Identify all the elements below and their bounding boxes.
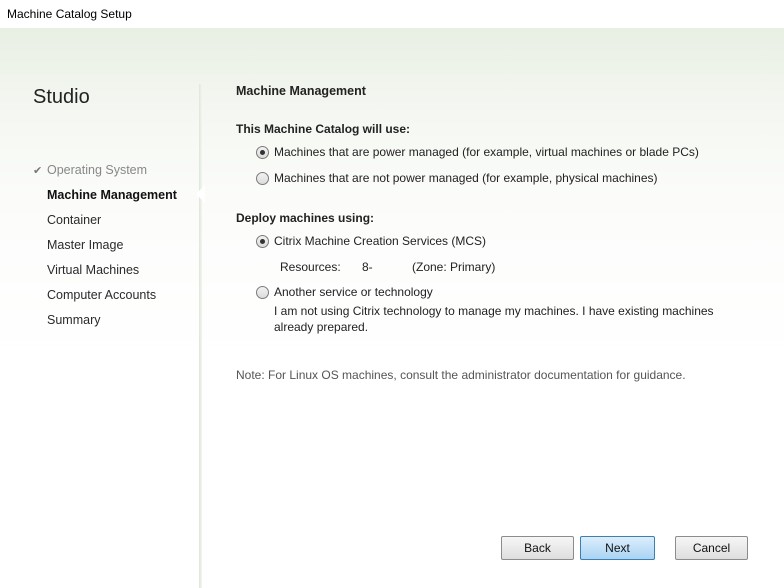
step-master-image[interactable] (33, 237, 177, 262)
step-computer-accounts[interactable] (33, 287, 177, 312)
step-machine-management[interactable] (33, 187, 177, 212)
wizard-content (236, 28, 776, 588)
deploy-label: Deploy machines using: (236, 211, 375, 225)
step-virtual-machines[interactable] (33, 262, 177, 287)
option-label: Citrix Machine Creation Services (MCS) (274, 234, 487, 248)
step-label: Virtual Machines (47, 263, 140, 277)
studio-brand: Studio (33, 86, 90, 108)
step-label: Summary (47, 313, 101, 327)
checkmark-icon: ✔ (33, 165, 43, 177)
resources-row (280, 260, 495, 274)
step-summary[interactable] (33, 312, 177, 337)
step-label: Master Image (47, 238, 124, 252)
step-label: Container (47, 213, 102, 227)
wizard-window (0, 28, 784, 588)
catalog-use-label: This Machine Catalog will use: (236, 122, 411, 136)
radio-selected-icon[interactable] (256, 146, 269, 159)
linux-note: Note: For Linux OS machines, consult the administrator documentation for guidance. (236, 368, 686, 382)
not-power-managed-option[interactable] (256, 171, 658, 185)
step-label: Operating System (47, 163, 148, 177)
step-container[interactable] (33, 212, 177, 237)
zone-value: (Zone: Primary) (412, 260, 496, 274)
resources-label: Resources: (280, 260, 341, 274)
back-button[interactable]: Back (501, 536, 574, 560)
next-button[interactable]: Next (580, 536, 655, 560)
mcs-option[interactable] (256, 234, 486, 248)
wizard-sidebar (0, 28, 200, 588)
power-managed-option[interactable] (256, 145, 699, 159)
sidebar-divider (199, 84, 202, 588)
other-service-option[interactable] (256, 285, 433, 299)
active-step-pointer-icon (196, 185, 205, 203)
option-label: Machines that are not power managed (for example, physical machines) (274, 171, 658, 185)
step-label: Computer Accounts (47, 288, 157, 302)
radio-unselected-icon[interactable] (256, 172, 269, 185)
step-label: Machine Management (47, 188, 177, 202)
window-title: Machine Catalog Setup (0, 0, 784, 28)
radio-selected-icon[interactable] (256, 235, 269, 248)
wizard-steps (33, 162, 177, 337)
option-label: Another service or technology (274, 285, 433, 299)
cancel-button[interactable]: Cancel (675, 536, 748, 560)
page-title: Machine Management (236, 84, 366, 98)
step-operating-system[interactable] (33, 162, 177, 187)
radio-unselected-icon[interactable] (256, 286, 269, 299)
resources-value: 8- (362, 260, 373, 274)
other-service-description: I am not using Citrix technology to manage my machines. I have existing machines already prepared. (274, 304, 714, 334)
option-label: Machines that are power managed (for example, virtual machines or blade PCs) (274, 145, 699, 159)
